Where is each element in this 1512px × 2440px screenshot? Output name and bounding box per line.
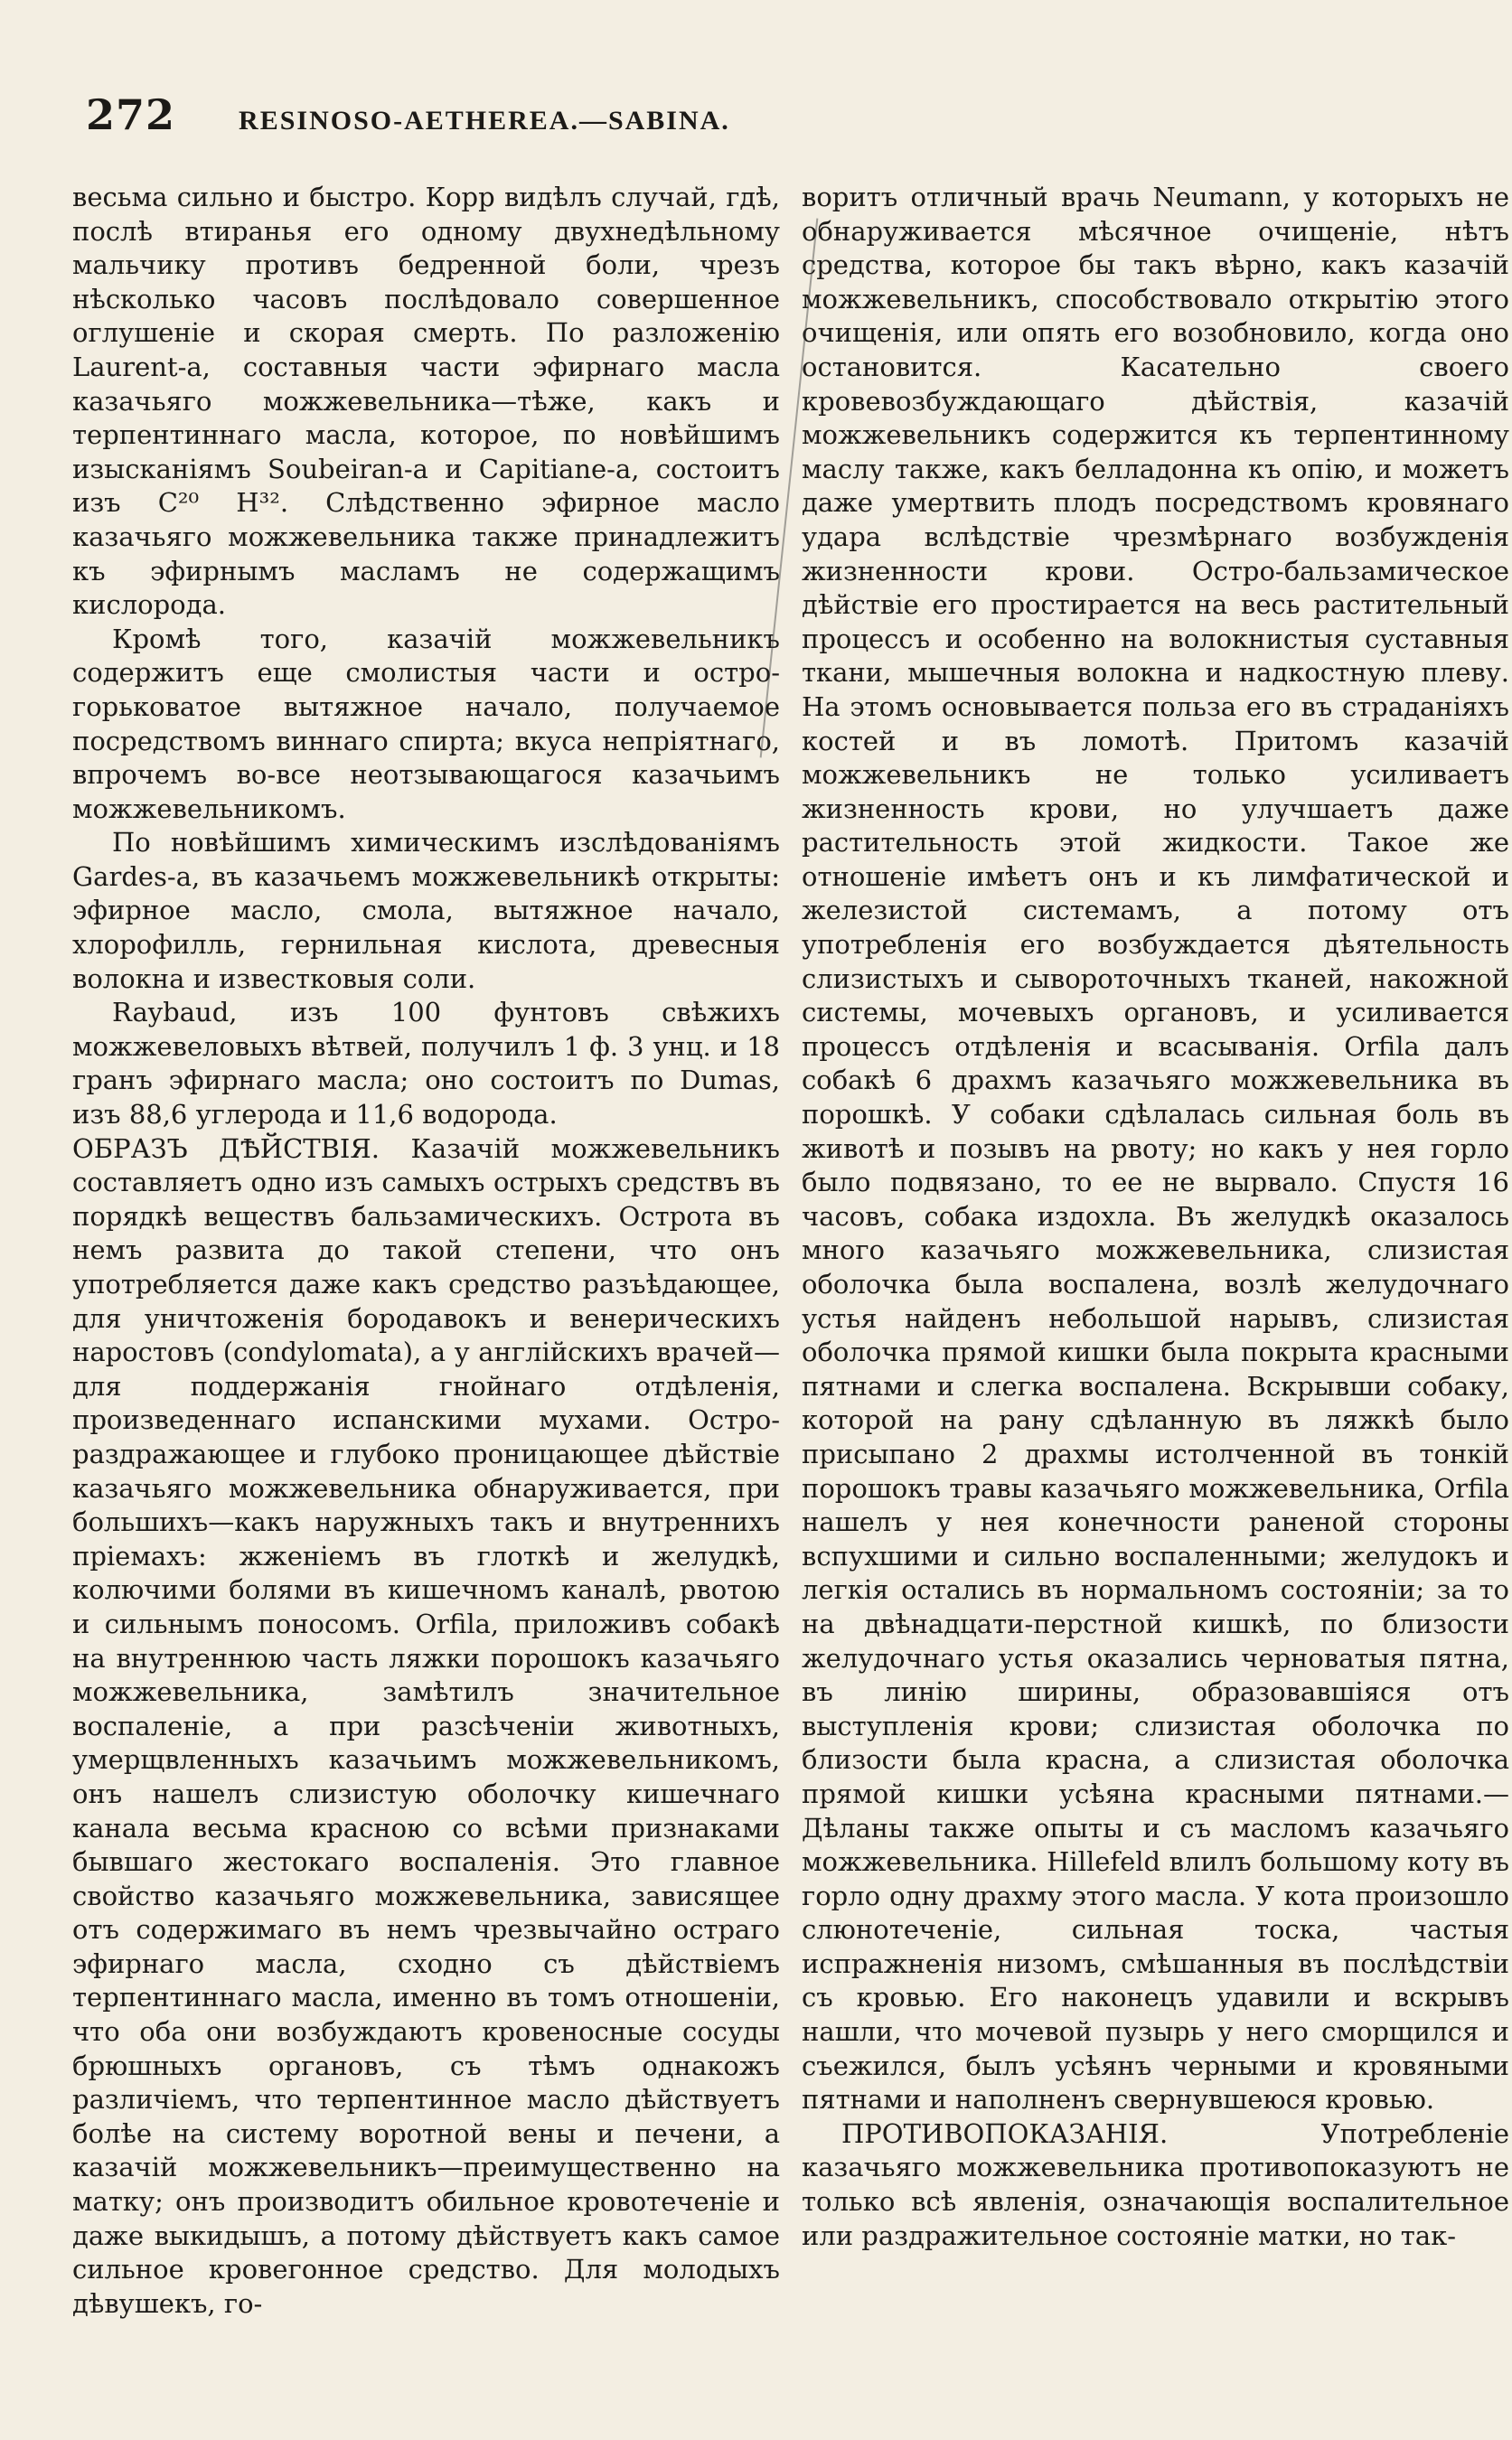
paragraph: ОБРАЗЪ ДѢЙСТВІЯ. Казачій можжевельникъ составляетъ одно изъ самыхъ острыхъ средствъ въ порядкѣ веществъ бальзамическихъ. Острота въ немъ развита до такой степени, что онъ употребляется даже какъ средство разъѣдающее, для уничтоженія бородавокъ и венерическихъ наростовъ (condylomata), а у англійскихъ врачей—для поддержанія гнойнаго отдѣленія, произведеннаго испанскими мухами. Остро-раздражающее и глубоко проницающее дѣйствіе казачьяго можжевельника обнаруживается, при большихъ—какъ наружныхъ такъ и внутреннихъ пріемахъ: жженіемъ въ глоткѣ и желудкѣ, колючими болями въ кишечномъ каналѣ, рвотою и сильнымъ поносомъ. Orfila, приложивъ собакѣ на внутреннюю часть ляжки порошокъ казачьяго можжевельника, замѣтилъ значительное воспаленіе, а при разсѣченіи животныхъ, умерщвленныхъ казачьимъ можжевельникомъ, онъ нашелъ слизистую оболочку кишечнаго канала весьма красною со всѣми признаками бывшаго жестокаго воспаленія. Это главное свойство казачьяго можжевельника, зависящее отъ содержимаго въ немъ чрезвычайно остраго эфирнаго масла, сходно съ дѣйствіемъ терпентиннаго масла, именно въ томъ отношеніи, что оба они возбуждаютъ кровеносные сосуды брюшныхъ органовъ, съ тѣмъ однакожъ различіемъ, что терпентинное масло дѣйствуетъ болѣе на систему воротной вены и печени, а казачій можжевельникъ—преимущественно на матку; онъ производитъ обильное кровотеченіе и даже выкидышъ, а потому дѣйствуетъ какъ самое сильное кровегонное средство. Для молодыхъ дѣвушекъ, го-	[72, 1132, 780, 2319]
paragraph: Raybaud, изъ 100 фунтовъ свѣжихъ можжевеловыхъ вѣтвей, получилъ 1 ф. 3 унц. и 18 гранъ эфирнаго масла; оно состоитъ по Dumas, изъ 88,6 углерода и 11,6 водорода.	[72, 997, 780, 1131]
text-columns	[72, 181, 1509, 2422]
left-column	[72, 181, 780, 2422]
paragraph: По новѣйшимъ химическимъ изслѣдованіямъ Gardes-а, въ казачьемъ можжевельникѣ открыты: эфирное масло, смола, вытяжное начало, хлорофилль, гернильная кислота, древесныя волокна и известковыя соли.	[72, 827, 780, 994]
paragraph: ПРОТИВОПОКАЗАНІЯ. Употребленіе казачьяго можжевельника противопоказуютъ не только всѣ явленія, означающія воспалительное или раздражительное состояніе матки, но так-	[802, 2117, 1509, 2251]
page-number: 272	[86, 90, 176, 139]
paragraph: весьма сильно и быстро. Корр видѣлъ случай, гдѣ, послѣ втиранья его одному двухнедѣльному мальчику противъ бедренной боли, чрезъ нѣсколько часовъ послѣдовало совершенное оглушеніе и скорая смерть. По разложенію Laurent-а, составныя части эфирнаго масла казачьяго можжевельника—тѣже, какъ и терпентиннаго масла, которое, по новѣйшимъ изысканіямъ Soubeiran-а и Capitiane-а, состоитъ изъ C²⁰ H³². Слѣдственно эфирное масло казачьяго можжевельника также принадлежитъ къ эфирнымъ масламъ не содержащимъ кислорода.	[72, 182, 780, 621]
paragraph: воритъ отличный врачь Neumann, у которыхъ не обнаруживается мѣсячное очищеніе, нѣтъ средства, которое бы такъ вѣрно, какъ казачій можжевельникъ, способствовало открытію этого очищенія, или опять его возобновило, когда оно остановится. Касательно своего кровевозбуждающаго дѣйствія, казачій можжевельникъ содержится къ терпентинному маслу также, какъ белладонна къ опію, и можетъ даже умертвить плодъ посредствомъ кровянаго удара вслѣдствіе чрезмѣрнаго возбужденія жизненности крови. Остро-бальзамическое дѣйствіе его простирается на весь растительный процессъ и особенно на волокнистыя суставныя ткани, мышечныя волокна и надкостную плеву. На этомъ основывается польза его въ страданіяхъ костей и въ ломотѣ. Притомъ казачій можжевельникъ не только усиливаетъ жизненность крови, но улучшаетъ даже растительность этой жидкости. Такое же отношеніе имѣетъ онъ и къ лимфатической и железистой системамъ, а потому отъ употребленія его возбуждается дѣятельность слизистыхъ и сывороточныхъ тканей, накожной системы, мочевыхъ органовъ, и усиливается процессъ отдѣленія и всасыванія. Orfila далъ собакѣ 6 драхмъ казачьяго можжевельника въ порошкѣ. У собаки сдѣлалась сильная боль въ животѣ и позывъ на рвоту; но какъ у нея горло было подвязано, то ее не вырвало. Спустя 16 часовъ, собака издохла. Въ желудкѣ оказалось много казачьяго можжевельника, слизистая оболочка была воспалена, возлѣ желудочнаго устья найденъ небольшой нарывъ, слизистая оболочка прямой кишки была покрыта красными пятнами и слегка воспалена. Вскрывши собаку, которой на рану сдѣланную въ ляжкѣ было присыпано 2 драхмы истолченной въ тонкій порошокъ травы казачьяго можжевельника, Orfila нашелъ у нея конечности раненой стороны вспухшими и сильно воспаленными; желудокъ и легкія остались въ нормальномъ состояніи; за то на двѣнадцати-перстной кишкѣ, по близости желудочнаго устья оказались черноватыя пятна, въ линію ширины, образовавшіяся отъ выступленія крови; слизистая оболочка по близости была красна, а слизистая оболочка прямой кишки усѣяна красными пятнами.—Дѣланы также опыты и съ масломъ казачьяго можжевельника. Hillefeld влилъ большому коту въ горло одну драхму этого масла. У кота произошло слюнотеченіе, сильная тоска, частыя испражненія низомъ, смѣшанныя въ послѣдствіи съ кровью. Его наконецъ удавили и вскрывъ нашли, что мочевой пузырь у него сморщился и съежился, былъ усѣянъ черными и кровяными пятнами и наполненъ свернувшеюся кровью.	[802, 182, 1509, 2116]
right-column	[802, 181, 1509, 2422]
paragraph: Кромѣ того, казачій можжевельникъ содержитъ еще смолистыя части и остро-горьковатое вытяжное начало, получаемое посредствомъ виннаго спирта; вкуса непріятнаго, впрочемъ во-все неотзывающагося казачьимъ можжевельникомъ.	[72, 623, 780, 824]
page-header	[86, 90, 1496, 154]
running-head: RESINOSO-AETHEREA.—SABINA.	[239, 106, 730, 136]
